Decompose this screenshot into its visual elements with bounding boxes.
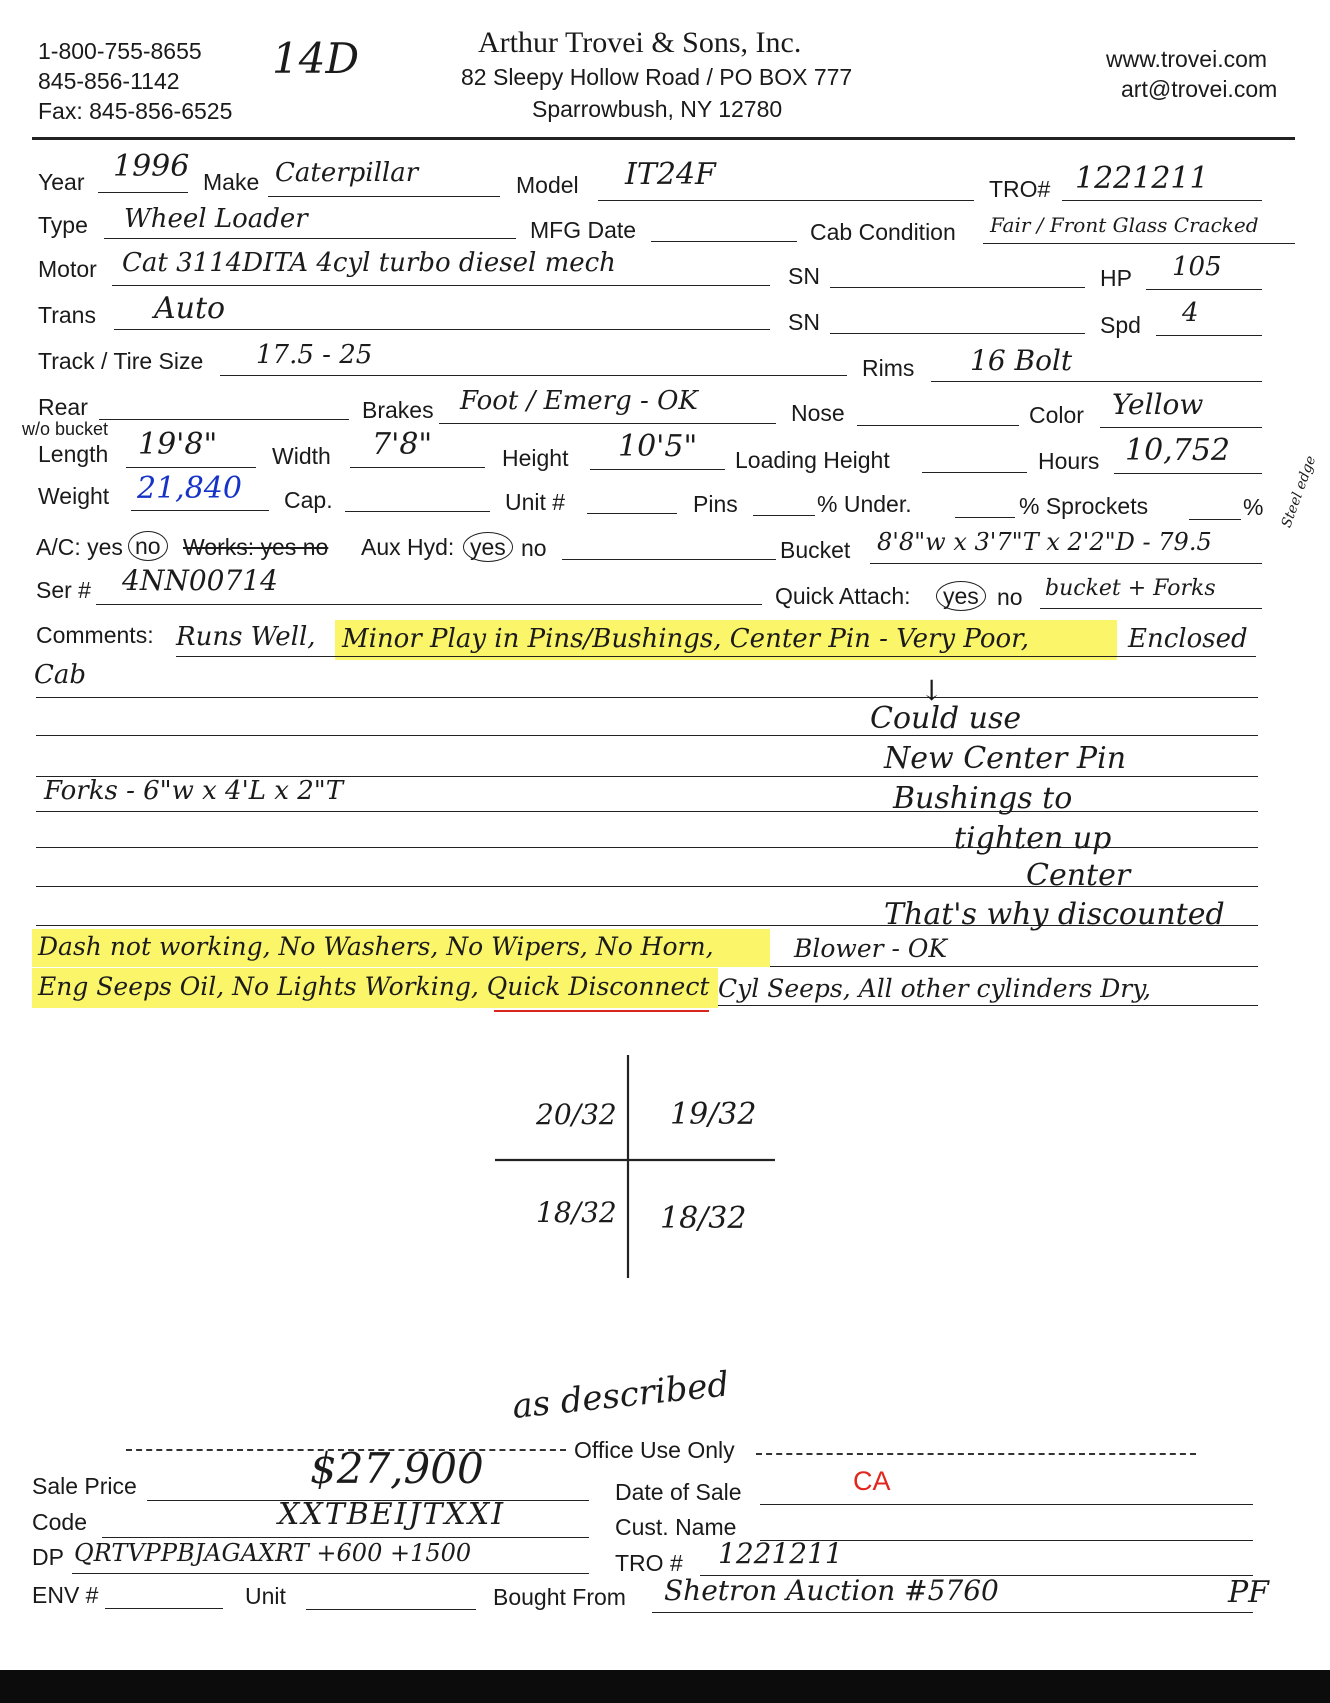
sale-price-label: Sale Price — [32, 1473, 137, 1499]
comment-dash: Dash not working, No Washers, No Wipers, No Horn, — [38, 932, 714, 961]
motor-value: Cat 3114DITA 4cyl turbo diesel mech — [122, 248, 616, 278]
nose-label: Nose — [791, 400, 845, 426]
phone-2: 845-856-1142 — [38, 68, 180, 94]
width-label: Width — [272, 443, 331, 469]
comment-line-1-c: Enclosed — [1128, 624, 1248, 654]
color-label: Color — [1029, 402, 1084, 428]
length-label: Length — [38, 441, 109, 467]
date-of-sale-value: CA — [853, 1466, 891, 1496]
motor-sn-label: SN — [788, 263, 820, 289]
spd-label: Spd — [1100, 312, 1141, 338]
aux-hyd-label: Aux Hyd: — [361, 534, 455, 560]
track-tire-value: 17.5 - 25 — [256, 340, 373, 370]
office-dash-right — [756, 1453, 1196, 1455]
works-label: Works: yes no — [183, 534, 329, 560]
side-note-line-1: Could use — [870, 701, 1022, 736]
env-label: ENV # — [32, 1582, 99, 1608]
side-note-line-3: Bushings to — [893, 781, 1073, 816]
cab-condition-value: Fair / Front Glass Cracked — [990, 213, 1259, 237]
year-value: 1996 — [113, 149, 190, 184]
side-note-line-5: Center — [1026, 858, 1131, 893]
code-value: XXTBEIJTXXI — [278, 1497, 506, 1532]
sprockets-label: % Sprockets — [1019, 493, 1149, 519]
unit-number-label: Unit # — [505, 489, 566, 515]
company-address-1: 82 Sleepy Hollow Road / PO BOX 777 — [461, 64, 853, 90]
make-label: Make — [203, 169, 260, 195]
cap-label: Cap. — [284, 487, 333, 513]
initials: PF — [1228, 1575, 1270, 1610]
comment-line-2: Cab — [34, 660, 87, 690]
pins-label: Pins — [693, 491, 738, 517]
comments-label: Comments: — [36, 622, 154, 648]
company-address-2: Sparrowbush, NY 12780 — [532, 96, 783, 122]
tro-label: TRO# — [989, 176, 1051, 202]
loading-height-label: Loading Height — [735, 447, 890, 473]
forks-note: Forks - 6"w x 4'L x 2"T — [44, 776, 344, 806]
mfg-date-label: MFG Date — [530, 217, 637, 243]
comment-line-1-b: Minor Play in Pins/Bushings, Center Pin - Very Poor, — [342, 624, 1029, 654]
width-value: 7'8" — [372, 427, 433, 462]
spd-value: 4 — [1182, 298, 1199, 328]
tread-rear-left: 18/32 — [536, 1196, 617, 1229]
tro-office-value: 1221211 — [718, 1537, 843, 1570]
fax: Fax: 845-856-6525 — [38, 98, 233, 124]
trans-value: Auto — [154, 291, 226, 326]
quick-attach-no: no — [997, 584, 1023, 610]
ser-label: Ser # — [36, 577, 91, 603]
hp-label: HP — [1100, 265, 1132, 291]
quick-attach-yes-circled: yes — [936, 581, 986, 611]
tread-rear-right: 18/32 — [660, 1201, 747, 1236]
ser-value: 4NN00714 — [122, 564, 278, 597]
hp-value: 105 — [1172, 252, 1222, 282]
brakes-value: Foot / Emerg - OK — [460, 386, 698, 416]
office-use-title: Office Use Only — [574, 1437, 735, 1463]
unit-office-label: Unit — [245, 1583, 286, 1609]
hours-label: Hours — [1038, 448, 1100, 474]
tire-tread-cross — [490, 1050, 780, 1285]
trans-label: Trans — [38, 302, 96, 328]
underline-quick-disconnect — [494, 1010, 709, 1012]
tread-front-left: 20/32 — [536, 1098, 617, 1131]
trans-sn-label: SN — [788, 309, 820, 335]
aux-hyd-no: no — [521, 535, 547, 561]
ac-label: A/C: yes — [36, 534, 123, 560]
bought-from-value: Shetron Auction #5760 — [664, 1574, 999, 1607]
type-value: Wheel Loader — [124, 204, 308, 234]
comment-dash-b: Blower - OK — [794, 934, 948, 963]
height-value: 10'5" — [618, 429, 698, 464]
track-tire-label: Track / Tire Size — [38, 348, 204, 374]
cust-name-label: Cust. Name — [615, 1514, 737, 1540]
quick-attach-value: bucket + Forks — [1045, 576, 1216, 601]
header-divider — [32, 137, 1295, 140]
motor-label: Motor — [38, 256, 97, 282]
side-note-arrow: ↓ — [920, 674, 944, 707]
side-note-line-2: New Center Pin — [884, 741, 1127, 776]
tread-front-right: 19/32 — [670, 1097, 757, 1132]
code-label: Code — [32, 1509, 87, 1535]
tro-value: 1221211 — [1075, 161, 1209, 196]
rear-label: Rear — [38, 394, 88, 420]
type-label: Type — [38, 212, 88, 238]
dp-value: QRTVPPBJAGAXRT +600 +1500 — [74, 1539, 472, 1567]
rims-label: Rims — [862, 355, 915, 381]
company-website: www.trovei.com — [1106, 46, 1268, 72]
comment-eng-b: Cyl Seeps, All other cylinders Dry, — [718, 974, 1152, 1003]
year-label: Year — [38, 169, 85, 195]
color-value: Yellow — [1112, 388, 1204, 421]
wo-bucket-note: w/o bucket — [22, 419, 109, 439]
model-value: IT24F — [625, 157, 716, 192]
handwritten-id: 14D — [272, 34, 360, 83]
brakes-label: Brakes — [362, 397, 434, 423]
tro-office-label: TRO # — [615, 1550, 683, 1576]
model-label: Model — [516, 172, 579, 198]
side-note-line-4: tighten up — [954, 821, 1112, 856]
bucket-label: Bucket — [780, 537, 851, 563]
aux-hyd-yes-circled: yes — [463, 532, 513, 562]
under-label: % Under. — [817, 491, 912, 517]
sprockets-pct-label: % — [1243, 494, 1264, 520]
rims-value: 16 Bolt — [970, 344, 1073, 377]
hours-value: 10,752 — [1125, 433, 1230, 468]
phone-1: 1-800-755-8655 — [38, 38, 202, 64]
scan-bottom-edge — [0, 1670, 1330, 1703]
comment-eng: Eng Seeps Oil, No Lights Working, Quick Disconnect — [38, 972, 710, 1001]
dp-label: DP — [32, 1544, 64, 1570]
company-email: art@trovei.com — [1121, 76, 1278, 102]
ac-no-circled: no — [128, 531, 168, 561]
comment-line-1-a: Runs Well, — [176, 622, 316, 652]
side-note-line-6: That's why discounted — [884, 897, 1225, 932]
date-of-sale-label: Date of Sale — [615, 1479, 742, 1505]
quick-attach-label: Quick Attach: — [775, 583, 911, 609]
company-name: Arthur Trovei & Sons, Inc. — [478, 26, 802, 59]
sale-price-value: $27,900 — [310, 1444, 484, 1493]
make-value: Caterpillar — [275, 158, 419, 188]
height-label: Height — [502, 445, 569, 471]
weight-value: 21,840 — [137, 471, 242, 506]
weight-label: Weight — [38, 483, 110, 509]
bucket-value: 8'8"w x 3'7"T x 2'2"D - 79.5 — [877, 528, 1212, 556]
as-described-note: as described — [510, 1364, 732, 1427]
cab-condition-label: Cab Condition — [810, 219, 956, 245]
bucket-note: Steel edge — [1278, 453, 1320, 530]
length-value: 19'8" — [138, 427, 218, 462]
bought-from-label: Bought From — [493, 1584, 626, 1610]
